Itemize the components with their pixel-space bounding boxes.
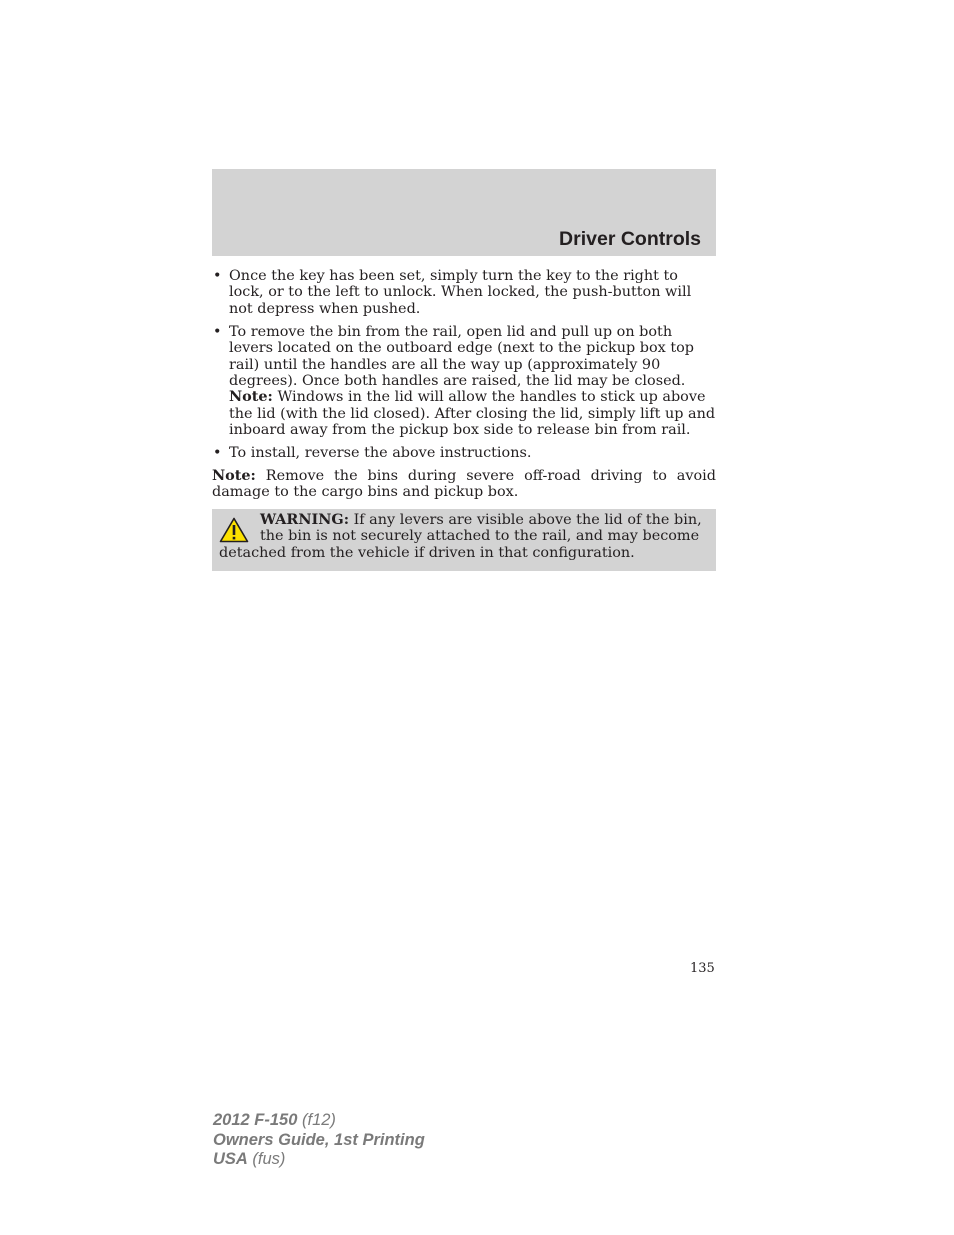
list-item <box>212 324 716 439</box>
bullet-icon: • <box>213 268 222 284</box>
instruction-list <box>212 268 716 461</box>
bullet-icon: • <box>213 445 222 462</box>
inline-note-label: Note: <box>229 388 273 406</box>
main-content <box>212 268 716 501</box>
list-item <box>212 268 716 317</box>
footer-line-guide: Owners Guide, 1st Printing <box>213 1130 425 1149</box>
page-number: 135 <box>690 961 715 976</box>
section-title: Driver Controls <box>559 228 701 250</box>
list-item-text-continued: Windows in the lid will allow the handles to stick up above the lid (with the lid closed). After closing the lid, simply lift up and inboard away from the pickup box side to release bin from rail. <box>229 389 716 439</box>
warning-triangle-icon <box>219 517 249 543</box>
note-label: Note: <box>212 466 256 484</box>
footer-line-model: 2012 F-150 (f12) <box>213 1111 336 1129</box>
footer-line-market: USA (fus) <box>213 1150 286 1168</box>
document-footer <box>213 1111 425 1170</box>
warning-label: WARNING: <box>260 511 350 528</box>
bullet-icon: • <box>213 323 222 340</box>
warning-text: If any levers are visible above the lid of the bin, the bin is not securely attached to the rail, and may become detached from the vehicle if driven in that configuration. <box>219 512 702 561</box>
warning-box <box>212 509 716 571</box>
section-header-band <box>212 169 716 256</box>
note-paragraph <box>212 468 716 501</box>
list-item-text: Once the key has been set, simply turn the key to the right to lock, or to the left to unlock. When locked, the push-button will not depress when pushed. <box>229 268 692 317</box>
list-item-text: To install, reverse the above instructions. <box>229 445 532 462</box>
note-text: Remove the bins during severe off-road driving to avoid damage to the cargo bins and pickup box. <box>212 467 716 501</box>
list-item-text: To remove the bin from the rail, open lid and pull up on both levers located on the outboard edge (next to the pickup box top rail) until the handles are all the way up (approximately 90 degrees). Once both handles are raised, the lid may be closed. <box>229 323 695 389</box>
list-item <box>212 445 716 461</box>
